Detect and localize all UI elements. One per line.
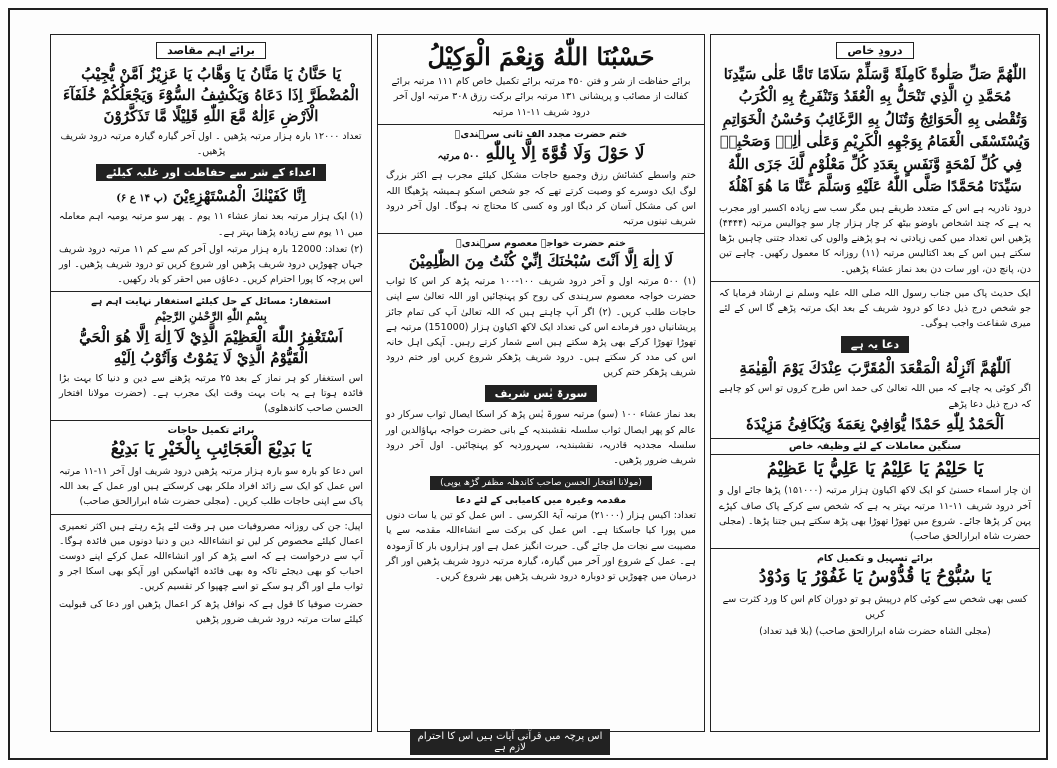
la-hawla-count: ۵۰۰ مرتبہ: [437, 150, 480, 162]
istighfar-label: استغفار: مسائل کے حل کیلئے استغفار نہایت اہم ہے: [91, 296, 331, 308]
serious-text: يَا حَلِيْمُ يَا عَلِيْمُ يَا عَلِيُّ يَا عَظِيْمُ: [766, 458, 984, 479]
closing-text: حضرت صوفیا کا قول ہے کہ نوافل پڑھ کر اعمال پڑھیں اور دعا کی قبولیت کیلئے سات مرتبہ درود شریف ضرور پڑھیں: [59, 598, 363, 625]
aims-note: تعداد ۱۲۰۰۰ بارہ ہزار مرتبہ پڑھیں ۔ اول آخر گیارہ گیارہ مرتبہ درود شریف پڑھیں۔: [60, 131, 362, 158]
istighfar-note: اس استغفار کو ہر نماز کے بعد ۲۵ مرتبہ پڑھنے سے دین و دنیا کا بہت بڑا فائدہ ہوتا ہے یہ بات بہت وقت ایک مجرب ہے۔ (حضرت مولانا افتخار الحسن صاحب کاندھلوی): [59, 372, 363, 415]
divider: [51, 420, 371, 421]
hamd-text: اَلْحَمْدُ لِلّٰهِ حَمْدًا يُّوَافِيْ نِعَمَهٗ وَيُكَافِئُ مَزِيْدَهٗ: [746, 414, 1004, 433]
divider: [711, 281, 1039, 282]
serious-note: ان چار اسماء حسنیٰ کو ایک لاکھ اکیاون ہزار مرتبہ (۱۵۱۰۰۰) پڑھا جائے اول و آخر درود شریف ۱۱-۱۱ مرتبہ بہتر یہ ہے کہ شخص سے کرکے پاک صاف کپڑے پہن کر پڑھا جائے۔ شروع میں تھوڑا تھوڑا بھی پڑھ سکتے ہیں جتنا پڑھا۔ (مجلی حضرت شاہ ابرارالحق صاحب): [719, 485, 1031, 543]
la-hawla: لَا حَوْلَ وَلَا قُوَّةَ اِلَّا بِاللّٰهِ: [485, 143, 645, 164]
la-ilaha-text: لَا اِلٰهَ اِلَّا اَنْتَ سُبْحٰنَكَ اِنِّيْ كُنْتُ مِنَ الظّٰلِمِيْنَ: [408, 252, 674, 271]
needs-note: اس دعا کو بارہ سو بارہ ہزار مرتبہ پڑھیں درود شریف اول آخر ۱۱-۱۱ مرتبہ اس عمل کو ایک سے زائد افراد ملکر بھی کرسکتے ہیں اور عمل کے بعد اللہ پاک سے اپنی حاجات طلب کریں۔ (مجلی حضرت شاہ ابرارالحق صاحب): [59, 466, 363, 508]
divider: [711, 548, 1039, 549]
protect-text-line: [59, 186, 363, 207]
divider: [51, 291, 371, 292]
durood-note: درود نادریہ ہے اس کے متعدد طریقے ہیں مگر سب سے زیادہ اکسیر اور مجرب یہ ہے کہ چند اشخاص باوضو بیٹھ کر چار ہزار چار سو چوالیس مرتبہ (۴۴۴۴) پڑھیں اس تعداد میں کمی زیادتی نہ ہو پڑھنے والوں کی تعداد جتنی چاہیں بڑھا سکتے ہیں اس کے بعد اکتالیس مرتبہ (۱۱) روزانہ کا معمول رکھیں۔ چاہے تین دن، پانچ دن، اور سات دن بعد نماز عشاء پڑھیں۔: [719, 202, 1031, 275]
la-hawla-text: [386, 142, 696, 167]
protect-ref: (پ ۱۴ ع ۶): [116, 193, 168, 205]
aims-text: يَا حَنَّانُ يَا مَنَّانُ يَا وَهَّابُ يَا عَزِيْزُ اَمَّنْ يُّجِيْبُ الْمُضْطَرَّ اِذَا دَعَاهُ وَيَكْشِفُ السُّوْٓءَ وَيَجْعَلُكُمْ خُلَفَآءَ الْاَرْضِ ءَاِلٰهٌ مَّعَ اللّٰهِ قَلِيْلًا مَّا تَذَكَّرُوْنَ: [63, 65, 359, 125]
hadith-note: ایک حدیث پاک میں جناب رسول اللہ صلی اللہ علیہ وسلم نے ارشاد فرمایا کہ جو شخص درج ذیل دعا کو درود شریف کے بعد ایک مرتبہ پڑھے گا اس کے لئے میری شفاعت واجب ہوگی۔: [719, 287, 1031, 330]
la-hawla-note: ختم واسطے کشائش رزق وجمیع حاجات مشکل کیلئے مجرب ہے اکثر بزرگ لوگ ایک دوسرے کو وصیت کرتے تھے کہ جو شخص اسکو ہمیشہ پڑھیگا اللہ اس کی مشکل آسان کر دیگا اور وہ کسی کا محتاج نہ ہوگا۔ اول آخر درود شریف تینوں مرتبہ: [386, 170, 696, 227]
serious-label: سنگین معاملات کے لئے وظیفہ خاص: [711, 438, 1039, 455]
needs-label: برائے تکمیل حاجات: [167, 425, 255, 437]
divider: [378, 233, 704, 234]
khatm-mujaddid-label: ختم حضرت مجدد الف ثانی سرہندیؒ: [454, 128, 628, 140]
middle-column: [377, 34, 705, 732]
right-column: [710, 34, 1040, 732]
ease-credit: (مجلی الشاہ حضرت شاہ ابرارالحق صاحب) (بلا قید تعداد): [759, 626, 991, 638]
protect-label: اعداء کے شر سے حفاظت اور غلبہ کیلئے: [96, 164, 326, 181]
bismillah: بِسْمِ اللّٰهِ الرَّحْمٰنِ الرَّحِيْمِ: [155, 310, 267, 324]
protect-text: اِنَّا كَفَيْنٰكَ الْمُسْتَهْزِءِيْنَ: [172, 187, 306, 206]
khatm-masoom-label: ختم حضرت خواجہ معصوم سرہندیؒ: [456, 238, 626, 250]
ease-text: يَا سُبُّوْحُ يَا قُدُّوْسُ يَا غَفُوْرُ يَا وَدُوْدُ: [758, 567, 992, 588]
footer-notice: اس پرچہ میں قرآنی آیات ہیں اس کا احترام لازم ہے: [410, 729, 610, 755]
protect-note-1: (۱) ایک ہزار مرتبہ بعد نماز عشاء ۱۱ یوم ۔ پھر سو مرتبہ یومیہ اہم معاملہ میں ۱۱ یوم سے زیادہ پڑھنا بہتر ہے۔: [59, 211, 363, 238]
durood-label: درودِ خاص: [836, 42, 913, 59]
dua-note: اگر کوئی یہ چاہے کہ میں اللہ تعالیٰ کی حمد اس طرح کروں تو اس کو چاہیے کہ درج ذیل دعا پڑھے: [719, 383, 1031, 410]
appeal-text: اپیل: جن کی روزانہ مصروفیات میں ہر وقت لئے پڑے رہتے ہیں اکثر تعمیری اعمال کیلئے مخصوص کر لیں تو انشاءاللہ دین و دنیا دونوں میں فائدہ ہوگا۔ آپ سے درخواست ہے کہ اسے پڑھ کر اور انشاءاللہ عمل کرکے اپنے دوست احباب کو بھی دیجئے تاکہ وہ بھی فائدہ اٹھاسکیں اور آپکو بھی اسکا اجر و ثواب ملے اور اگر ہو سکے تو اسے چھپوا کر تقسیم کریں۔: [59, 520, 363, 593]
flyer-sheet: [8, 8, 1048, 760]
kursi-text: تعداد: اکیس ہزار (۲۱۰۰۰) مرتبہ آیۃ الکرسی ۔ اس عمل کو تین یا سات دنوں میں پورا کیا جاسکتا ہے۔ اس عمل کی برکت سے انشاءاللہ مقدمہ سے یا مصیبت سے نجات مل جائے گی۔ حیرت انگیز عمل ہے اور ہزاروں بار کا آزمودہ ہے۔ عمل کے شروع اور آخر میں گیارہ، گیارہ مرتبہ درود شریف پڑھیں اور اگر درمیان میں چھوڑیں تو دوبارہ درود شریف پڑھیں پھر شروع کریں۔: [386, 510, 696, 582]
yaseen-credit: (مولانا افتخار الحسن صاحب کاندھلہ مظفر گڑھ یوپی): [430, 476, 652, 490]
istighfar-text: اَسْتَغْفِرُ اللّٰهَ الْعَظِيْمَ الَّذِيْ لَآ اِلٰهَ اِلَّا هُوَ الْحَيُّ الْقَيُّوْمُ الَّذِيْ لَا يَمُوْتُ وَاَتُوْبُ اِلَيْهِ: [79, 327, 343, 367]
dua-text: اَللّٰهُمَّ اَنْزِلْهُ الْمَقْعَدَ الْمُقَرَّبَ عِنْدَكَ يَوْمَ الْقِيٰمَةِ: [739, 359, 1011, 378]
main-title: حَسْبُنَا اللّٰهُ وَنِعْمَ الْوَكِيْلُ: [427, 42, 655, 71]
yaseen-label: سورۃ یٰس شریف: [485, 385, 598, 402]
needs-text: يَا بَدِيْعَ الْعَجَائِبِ بِالْخَيْرِ يَا بَدِيْعُ: [110, 439, 312, 460]
la-ilaha-note: (۱) ۵۰۰ مرتبہ اول و آخر درود شریف ۱۰۰-۱۰۰ مرتبہ پڑھ کر اس کا ثواب حضرت خواجہ معصوم سرہندی کی روح کو پہنچائیں اور اللہ تعالیٰ سے اپنی حاجات طلب کریں۔ (۲) اگر آپ چاہتے ہیں کہ اللہ تعالیٰ آپ کی تمام جائز پریشانیاں دور فرمادے اس کی تعداد ایک لاکھ اکیاون ہزار (151000) مرتبہ ہے تھوڑا تھوڑا کرکے بھی پڑھ سکتے ہیں اسے شمار کرتے رہیں۔ آپکی اہل خانہ اس کی مدد کر سکتے ہیں۔ درود شریف پڑھکر شروع کریں اور ختم درود شریف پڑھکر ختم کریں: [386, 276, 697, 379]
protect-note-2: (۲) تعداد: 12000 بارہ ہزار مرتبہ اول آخر کم سے کم ۱۱ مرتبہ درود شریف جہاں چھوڑیں درود شریف پڑھیں اور شروع کریں تو درود شریف پڑھیں۔ اور اس پرچہ کا پورا احترام کریں۔ دعاؤں میں احقر کو یاد رکھیں۔: [59, 243, 363, 286]
divider: [51, 514, 371, 515]
title-note: برائے حفاظت از شر و فتن ۴۵۰ مرتبہ برائے تکمیل خاص کام ۱۱۱ مرتبہ برائے کفالت از مصائب و پریشانی ۱۳۱ مرتبہ برائے برکت رزق ۳۰۸ مرتبہ اول آخر درود شریف ۱۱-۱۱ مرتبہ: [391, 76, 691, 118]
divider: [378, 124, 704, 125]
ease-label: برائے تسہیل و تکمیل کام: [816, 553, 934, 565]
ease-note: کسی بھی شخص سے کوئی کام درپیش ہو تو دوران کام اس کا ورد کثرت سے کریں: [722, 594, 1028, 621]
dua-label: دعا یہ ہے: [841, 336, 909, 353]
kursi-label: مقدمہ وغیرہ میں کامیابی کے لئے دعا: [455, 495, 627, 507]
yaseen-note: بعد نماز عشاء ۱۰۰ (سو) مرتبہ سورۃ یٰس پڑھ کر اسکا ایصال ثواب سرکار دو عالم کو پھر ایصال ثواب سلسلہ نقشبندیہ کے بانی حضرت خواجہ بہاؤالدین اور سلسلہ مجددیہ قادریہ، نقشبندیہ، سہروردیہ کو پہنچائیں۔ اول آخر درود شریف ضرور پڑھیں۔: [386, 409, 696, 467]
left-column: [50, 34, 372, 732]
durood-text: اللّٰهُمَّ صَلِّ صَلٰوةً كَامِلَةً وَّسَلِّمْ سَلَامًا تَامًّا عَلٰى سَيِّدِنَا مُحَمَّدِ نِ الَّذِي تَنْحَلُّ بِهِ الْعُقَدُ وَتَنْفَرِجُ بِهِ الْكُرَبُ وَتُقْضٰى بِهِ الْحَوَائِجُ وَتُنَالُ بِهِ الرَّغَائِبُ وَحُسْنُ الْخَوَاتِمِ وَيُسْتَسْقَى الْغَمَامُ بِوَجْهِهِ الْكَرِيْمِ وَعَلٰى اٰلِهٖ وَصَحْبِهٖ فِي كُلِّ لَمْحَةٍ وَّنَفَسٍ بِعَدَدِ كُلِّ مَعْلُوْمٍ لَّكَ جَزَى اللّٰهُ سَيِّدَنَا مُحَمَّدًا صَلَّى اللّٰهُ عَلَيْهِ وَسَلَّمَ عَنَّا مَا هُوَ اَهْلُهٗ: [719, 66, 1031, 196]
aims-label: برائے اہم مقاصد: [156, 42, 266, 59]
